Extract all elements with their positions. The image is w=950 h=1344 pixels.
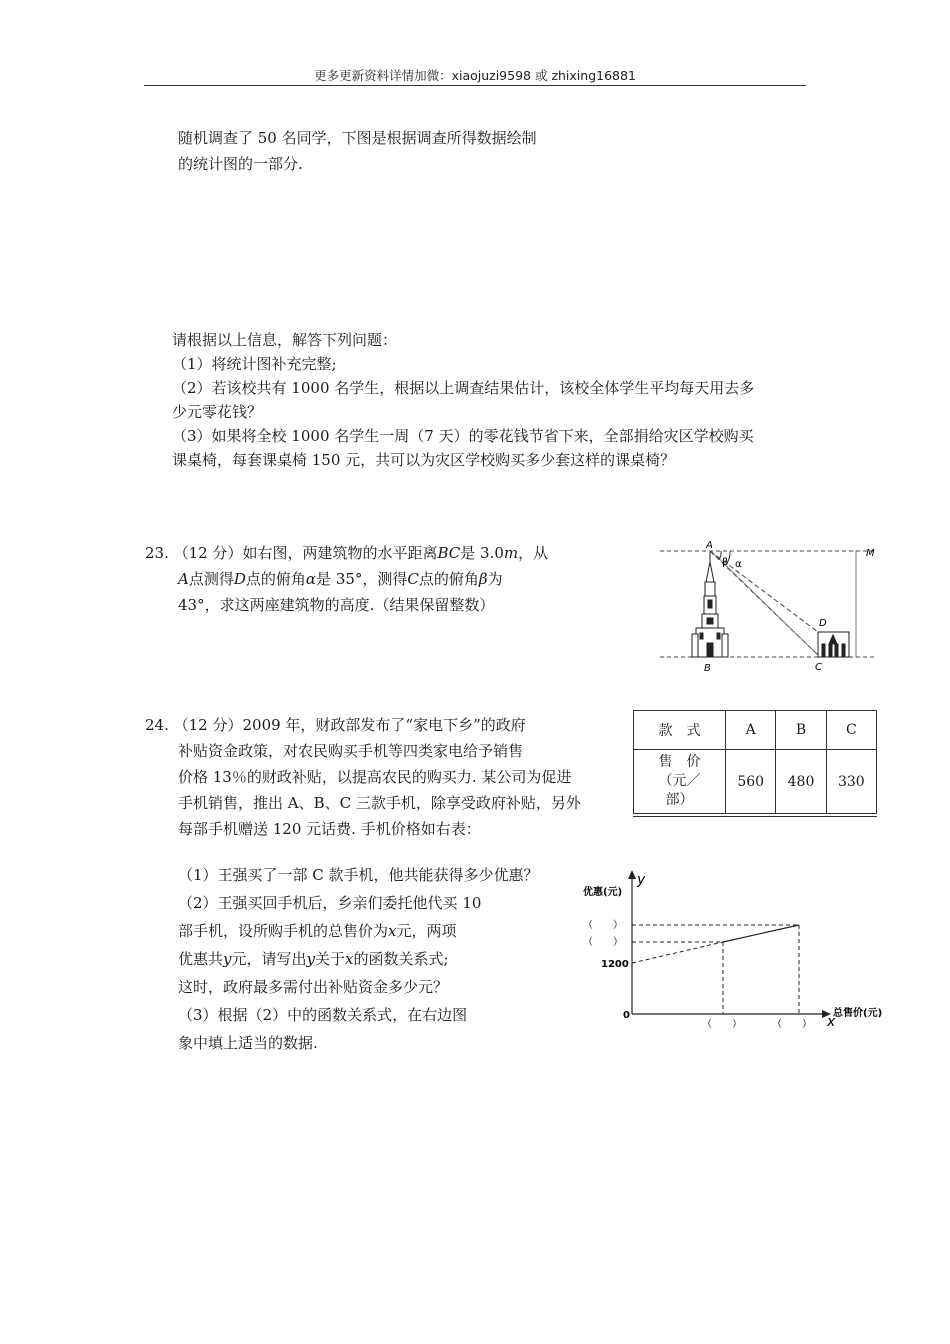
q24-line1: 24. （12 分）2009 年，财政部发布了“家电下乡”的政府 (145, 716, 526, 734)
q23-line1: 23. （12 分）如右图，两建筑物的水平距离BC是 3.0m，从 (145, 544, 549, 562)
q24-line3: 价格 13％的财政补贴，以提高农民的购买力. 某公司为促进 (178, 768, 572, 786)
label-beta: β (722, 557, 729, 568)
q22-item1: （1）将统计图补充完整; (172, 355, 337, 373)
x-axis-name: x (827, 1014, 836, 1030)
q22-prompt: 请根据以上信息，解答下列问题： (172, 331, 398, 349)
x-axis-label: 总售价(元) (833, 1008, 883, 1019)
price-table (633, 710, 877, 814)
price-table-header-row (634, 711, 877, 750)
label-C: C (815, 662, 822, 673)
header-rule (144, 85, 806, 86)
q22-item2-line2: 少元零花钱？ (172, 403, 263, 421)
q24-sub3-line1: （3）根据（2）中的函数关系式，在右边图 (178, 1006, 468, 1024)
y-axis-arrow (628, 870, 636, 879)
q24-sub2-line3: 优惠共y元，请写出y关于x的函数关系式; (178, 950, 449, 968)
y-axis-label: 优惠(元) (583, 887, 623, 898)
header-model-b: B (776, 711, 826, 750)
label-alpha: α (735, 559, 742, 570)
q23-buildings-figure (655, 538, 885, 676)
q22-item3-line1: （3）如果将全校 1000 名学生一周（7 天）的零花钱节省下来，全部捐给灾区学校购买 (172, 427, 754, 445)
q24-sub2-line4: 这时，政府最多需付出补贴资金多少元？ (178, 978, 449, 996)
y-axis-name: y (637, 872, 646, 888)
q22-intro (178, 125, 537, 177)
q24-function-graph (575, 864, 895, 1034)
price-a: 560 (726, 750, 776, 814)
label-M: M (866, 548, 875, 559)
label-D: D (819, 618, 827, 629)
page-header: 更多更新资料详情加微：xiaojuzi9598 或 zhixing16881 (314, 68, 636, 83)
q22-intro-line1: 随机调查了 50 名同学，下图是根据调查所得数据绘制 (178, 129, 537, 147)
short-building (818, 632, 849, 657)
q22-intro-line2: 的统计图的一部分. (178, 155, 303, 173)
q24-sub3-line2: 象中填上适当的数据. (178, 1034, 318, 1052)
y-blank-upper: （ ） (583, 920, 623, 931)
q24-text (145, 712, 581, 842)
q24-sub1: （1）王强买了一部 C 款手机，他共能获得多少优惠？ (178, 866, 539, 884)
q22-item3-line2: 课桌椅，每套课桌椅 150 元，共可以为灾区学校购买多少套这样的课桌椅？ (172, 451, 676, 469)
q24-subquestions (178, 861, 539, 1057)
price-b: 480 (776, 750, 826, 814)
label-A: A (706, 540, 713, 551)
q24-line2: 补贴资金政策，对农民购买手机等四类家电给予销售 (178, 742, 524, 760)
header-model-a: A (726, 711, 776, 750)
label-B: B (704, 663, 711, 674)
price-table-price-row (634, 750, 877, 814)
q23-text (145, 540, 548, 618)
q23-line2: A点测得D点的俯角α是 35°，测得C点的俯角β为 (178, 570, 503, 588)
q22-item2-line1: （2）若该校共有 1000 名学生，根据以上调查结果估计，该校全体学生平均每天用去多 (172, 379, 755, 397)
table-bottom-rule (633, 816, 877, 817)
q24-sub2-line2: 部手机，设所购手机的总售价为x元，两项 (178, 922, 457, 940)
origin-label: 0 (623, 1010, 630, 1021)
y-blank-lower: （ ） (583, 937, 623, 948)
price-c: 330 (826, 750, 876, 814)
function-line-solid (723, 925, 799, 942)
x-blank-right: （ ） (772, 1019, 812, 1030)
q24-line5: 每部手机赠送 120 元话费. 手机价格如右表： (178, 820, 481, 838)
q23-line3: 43°，求这两座建筑物的高度.（结果保留整数） (178, 596, 495, 614)
q24-sub2-line1: （2）王强买回手机后，乡亲们委托他代买 10 (178, 894, 482, 912)
row-label-price: 售 价 （元／ 部） (634, 750, 726, 814)
q24-line4: 手机销售，推出 A、B、C 三款手机，除享受政府补贴，另外 (178, 794, 581, 812)
function-line-dashed (632, 942, 723, 963)
header-model-c: C (826, 711, 876, 750)
y-tick-1200: 1200 (601, 959, 629, 970)
beta-arc (719, 551, 721, 559)
x-blank-left: （ ） (702, 1019, 742, 1030)
q22-questions (172, 328, 754, 472)
header-style: 款 式 (634, 711, 726, 750)
